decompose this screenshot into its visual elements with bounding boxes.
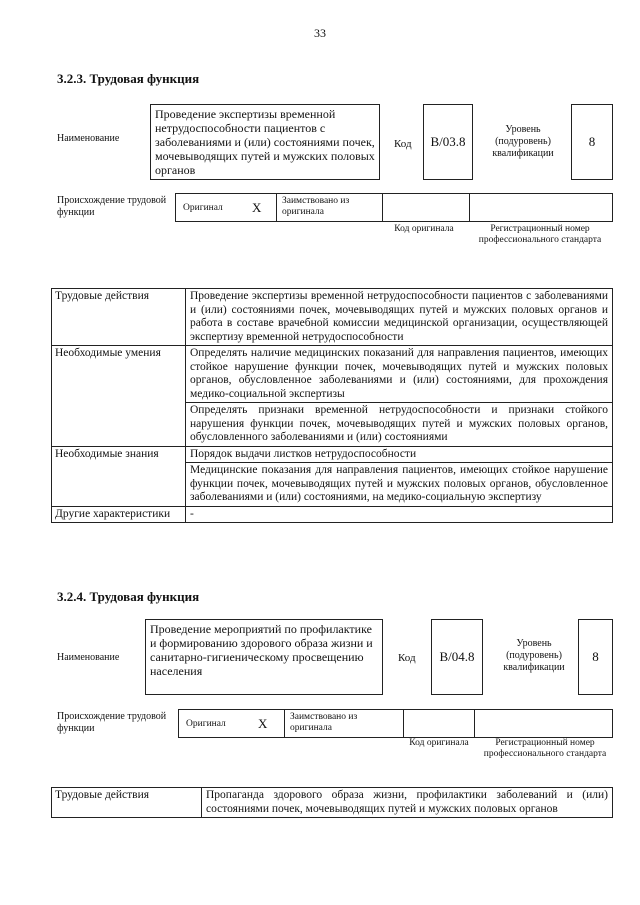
borrowed-label: Заимствовано из оригинала — [290, 712, 358, 733]
divider — [284, 710, 285, 737]
divider — [474, 710, 475, 737]
row-text: Порядок выдачи листков нетрудоспособности — [186, 446, 613, 463]
level-value-box: 8 — [571, 104, 613, 180]
origin-code-caption: Код оригинала — [394, 224, 454, 234]
reg-number-caption: Регистрационный номер профессионального стандарта — [483, 738, 607, 759]
function-name-box: Проведение экспертизы временной нетрудоспособности пациентов с заболеваниями и (или) состояниями почек, мочевыводящих путей и мужских половых органов — [150, 104, 380, 180]
function-table — [51, 787, 613, 818]
original-label: Оригинал — [183, 203, 223, 213]
code-label: Код — [394, 138, 412, 150]
name-label: Наименование — [57, 652, 120, 663]
name-label: Наименование — [57, 133, 120, 144]
level-label: Уровень (подуровень) квалификации — [492, 124, 554, 159]
row-header: Трудовые действия — [52, 788, 202, 818]
table-row — [52, 788, 613, 818]
original-mark: X — [258, 716, 268, 731]
code-value-box: В/03.8 — [423, 104, 473, 180]
code-label: Код — [398, 652, 416, 664]
row-text: - — [186, 506, 613, 523]
origin-label: Происхождение трудовой функции — [57, 195, 167, 218]
row-header: Необходимые умения — [52, 346, 186, 447]
origin-code-caption: Код оригинала — [409, 738, 469, 748]
row-header: Трудовые действия — [52, 289, 186, 346]
level-label: Уровень (подуровень) квалификации — [503, 638, 565, 673]
origin-label: Происхождение трудовой функции — [57, 711, 167, 734]
row-text: Определять признаки временной нетрудоспособности и признаки стойкого нарушения функции почек, мочевыводящих путей и мужских половых органов, обусловленного заболеваниями и (или) состояниями — [186, 403, 613, 447]
divider — [382, 194, 383, 221]
origin-row — [175, 193, 613, 222]
row-header: Необходимые знания — [52, 446, 186, 506]
row-text: Медицинские показания для направления пациентов, имеющих стойкое нарушение функции почек, мочевыводящих путей и мужских половых органов, обусловленное заболеваниями и (или) состояниями, на медико-социальную экспертизу — [186, 463, 613, 507]
function-name-box: Проведение мероприятий по профилактике и формированию здорового образа жизни и санитарно-гигиеническому просвещению населения — [145, 619, 383, 695]
original-label: Оригинал — [186, 719, 226, 729]
table-row — [52, 506, 613, 523]
original-mark: X — [252, 200, 262, 215]
row-text: Определять наличие медицинских показаний для направления пациентов, имеющих стойкое нарушение функции почек, мочевыводящих путей и мужских половых органов, обусловленное заболеваниями и (или) состояниями, для прохождения медико-социальной экспертизы — [186, 346, 613, 403]
table-row — [52, 446, 613, 463]
borrowed-label: Заимствовано из оригинала — [282, 196, 350, 217]
row-text: Пропаганда здорового образа жизни, профилактики заболеваний и (или) состояниями почек, мочевыводящих путей и мужских половых органов — [202, 788, 613, 818]
page-number: 33 — [314, 26, 326, 40]
section-title: 3.2.4. Трудовая функция — [57, 589, 200, 604]
function-table — [51, 288, 613, 523]
divider — [469, 194, 470, 221]
table-row — [52, 289, 613, 346]
row-text: Проведение экспертизы временной нетрудоспособности пациентов с заболеваниями и (или) состояниями почек, мочевыводящих путей и мужских половых органов и работа в составе врачебной комиссии медицинской организации, осуществляющей экспертизу временной нетрудоспособности — [186, 289, 613, 346]
code-value-box: В/04.8 — [431, 619, 483, 695]
level-value-box: 8 — [578, 619, 613, 695]
reg-number-caption: Регистрационный номер профессионального стандарта — [478, 224, 602, 245]
row-header: Другие характеристики — [52, 506, 186, 523]
origin-row — [178, 709, 613, 738]
section-title: 3.2.3. Трудовая функция — [57, 71, 200, 86]
divider — [403, 710, 404, 737]
divider — [276, 194, 277, 221]
table-row — [52, 346, 613, 403]
